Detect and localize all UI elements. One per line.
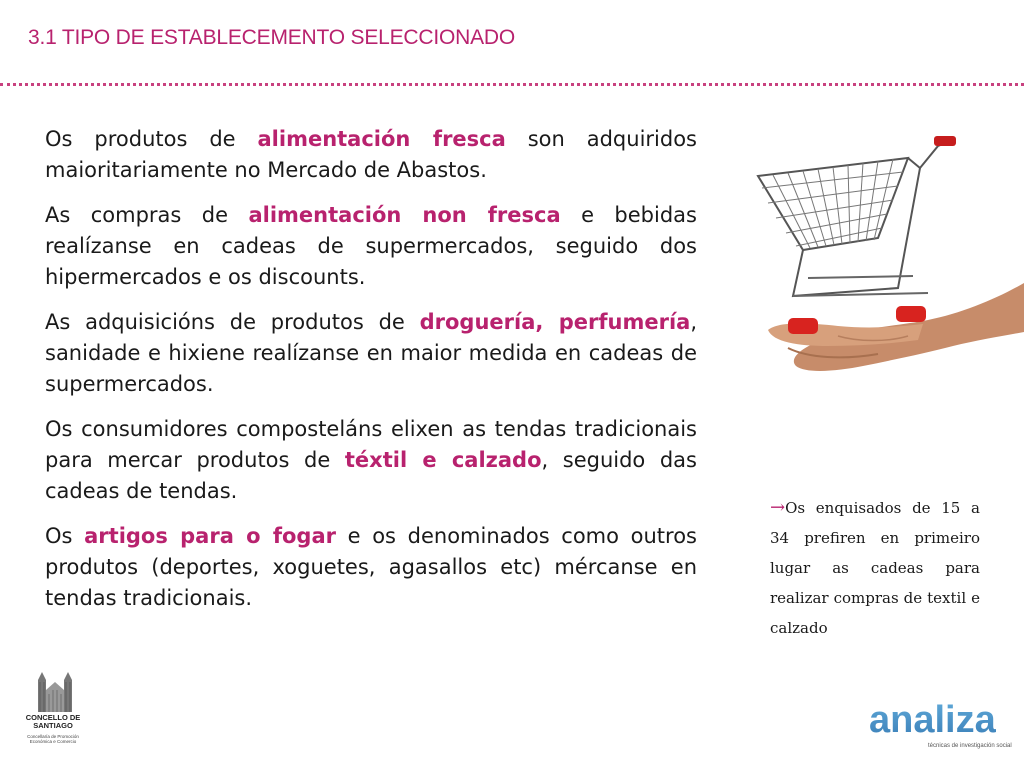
concello-subtitle: Concellaría de Promoción Económica e Comercio [27,734,79,744]
paragraph-home-goods: Os artigos para o fogar e os denominados como outros produtos (deportes, xoguetes, agasallos etc) mércanse en tendas tradicionais. [45,524,697,610]
survey-note [770,493,980,643]
shopping-cart-on-hand-icon [748,128,1024,393]
highlight-non-fresh-food: alimentación non fresca [248,203,561,227]
concello-logo-text: CONCELLO DE SANTIAGO [25,713,81,730]
analiza-logo: analiza [869,699,996,741]
analiza-tagline: técnicas de investigación social [928,743,1012,749]
paragraph-textile: Os consumidores composteláns elixen as tendas tradicionais para mercar produtos de téxtil e calzado, seguido das cadeas de tendas. [45,417,697,503]
paragraph-drugstore: As adquisicións de produtos de droguería, perfumería, sanidade e hixiene realízanse en maior medida en cadeas de supermercados. [45,310,697,396]
highlight-fresh-food: alimentación fresca [257,127,506,151]
note-text: Os enquisados de 15 a 34 prefiren en primeiro lugar as cadeas para realizar compras de textil e calzado [770,499,980,637]
highlight-home-goods: artigos para o fogar [84,524,336,548]
highlight-textile: téxtil e calzado [344,448,542,472]
arrow-right-icon: → [770,497,786,518]
main-text [45,124,697,628]
highlight-drugstore: droguería, perfumería [419,310,691,334]
paragraph-fresh-food: Os produtos de alimentación fresca son adquiridos maioritariamente no Mercado de Abastos. [45,127,697,182]
page-title: 3.1 TIPO DE ESTABLECEMENTO SELECCIONADO [28,26,516,49]
paragraph-non-fresh-food: As compras de alimentación non fresca e bebidas realízanse en cadeas de supermercados, seguido dos hipermercados e os discounts. [45,203,697,289]
dotted-divider [0,83,1024,86]
